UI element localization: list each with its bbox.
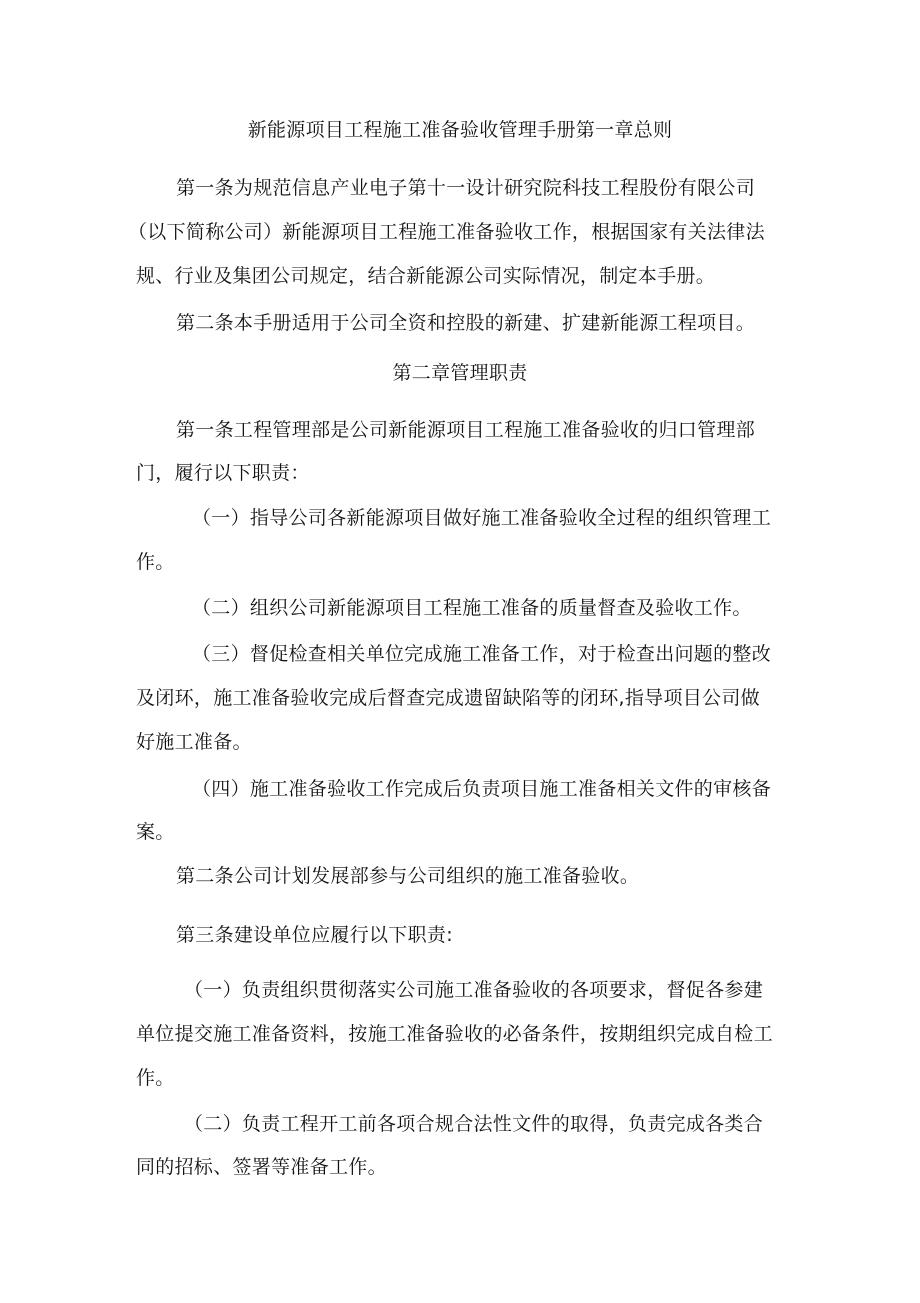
list-item-ch2-art1-2: （二）组织公司新能源项目工程施工准备的质量督查及验收工作。 [192, 597, 752, 619]
list-item-ch2-art1-1-line2: 作。 [136, 551, 175, 573]
list-item-ch2-art1-3-line2: 及闭环，施工准备验收完成后督查完成遗留缺陷等的闭环,指导项目公司做 [136, 687, 760, 709]
list-item-ch2-art3-1-line2: 单位提交施工准备资料，按施工准备验收的必备条件，按期组织完成自检工 [136, 1023, 773, 1045]
document-title: 新能源项目工程施工准备验收管理手册第一章总则 [247, 119, 673, 141]
list-item-ch2-art1-4-line1: （四）施工准备验收工作完成后负责项目施工准备相关文件的审核备 [192, 778, 772, 800]
list-item-ch2-art1-3-line3: 好施工准备。 [136, 731, 252, 753]
list-item-ch2-art3-1-line1: （一）负责组织贯彻落实公司施工准备验收的各项要求，督促各参建 [184, 979, 764, 1001]
paragraph-ch1-art1-line1: 第一条为规范信息产业电子第十一设计研究院科技工程股份有限公司 [176, 177, 756, 199]
paragraph-ch2-art1-line1: 第一条工程管理部是公司新能源项目工程施工准备验收的归口管理部 [176, 419, 756, 441]
paragraph-ch1-art1-line2: （以下简称公司）新能源项目工程施工准备验收工作，根据国家有关法律法 [128, 221, 765, 243]
list-item-ch2-art1-4-line2: 案。 [136, 821, 175, 843]
paragraph-ch2-art3: 第三条建设单位应履行以下职责: [176, 924, 453, 946]
paragraph-ch2-art1-line2: 门，履行以下职责： [136, 462, 310, 484]
list-item-ch2-art1-3-line1: （三）督促检查相关单位完成施工准备工作，对于检查出问题的整改 [192, 643, 772, 665]
paragraph-ch1-art2: 第二条本手册适用于公司全资和控股的新建、扩建新能源工程项目。 [176, 312, 756, 334]
list-item-ch2-art1-1-line1: （一）指导公司各新能源项目做好施工准备验收全过程的组织管理工 [192, 507, 772, 529]
list-item-ch2-art3-2-line2: 同的招标、签署等准备工作。 [136, 1156, 387, 1178]
paragraph-ch2-art2: 第二条公司计划发展部参与公司组织的施工准备验收。 [176, 865, 640, 887]
paragraph-ch1-art1-line3: 规、行业及集团公司规定，结合新能源公司实际情况，制定本手册。 [136, 265, 716, 287]
list-item-ch2-art3-2-line1: （二）负责工程开工前各项合规合法性文件的取得，负责完成各类合 [184, 1113, 764, 1135]
list-item-ch2-art3-1-line3: 作。 [136, 1067, 175, 1089]
chapter2-heading: 第二章管理职责 [392, 362, 528, 384]
